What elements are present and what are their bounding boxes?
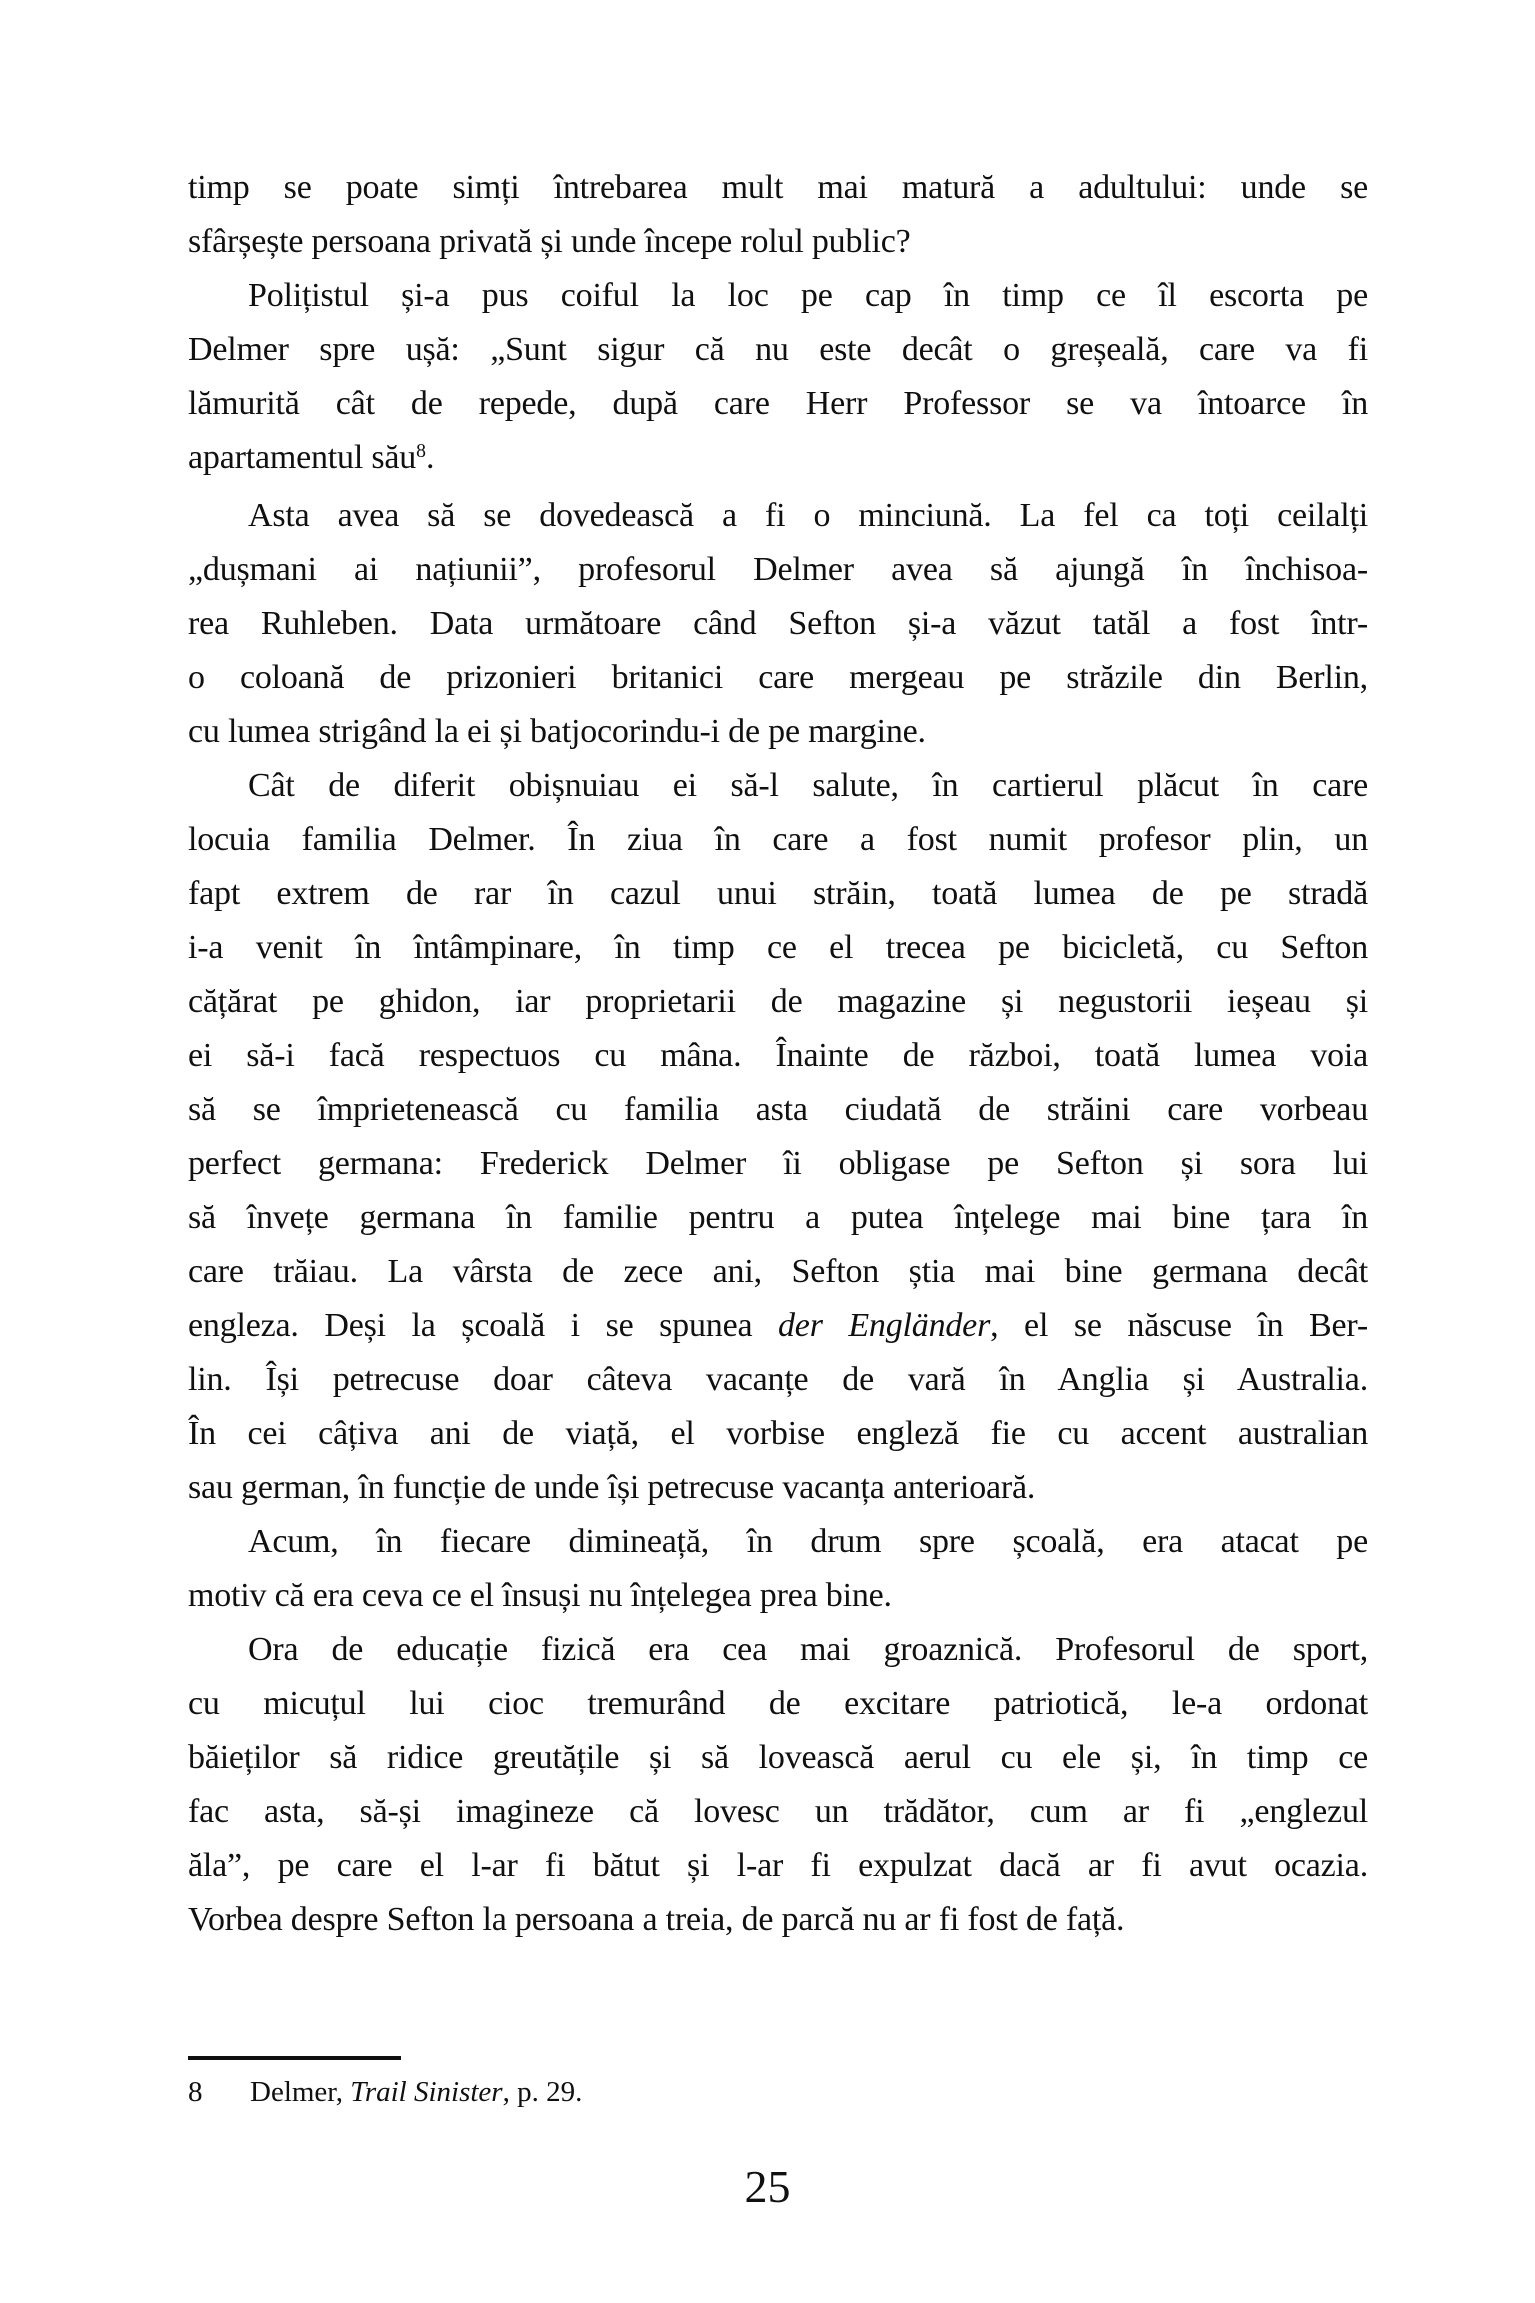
text-line: sfârșește persoana privată și unde începe rolul public? xyxy=(188,223,911,260)
footnote xyxy=(188,2072,1368,2112)
text-line: Asta avea să se dovedească a fi o minciună. La fel ca toți ceilalți xyxy=(248,497,1368,534)
text-line: cu micuțul lui cioc tremurând de excitare patriotică, le-a ordonat xyxy=(188,1685,1368,1722)
text-line: să învețe germana în familie pentru a putea înțelege mai bine țara în xyxy=(188,1199,1368,1236)
text-line: „dușmani ai națiunii”, profesorul Delmer avea să ajungă în închisoa- xyxy=(188,551,1368,588)
text-line: fac asta, să-și imagineze că lovesc un trădător, cum ar fi „englezul xyxy=(188,1793,1368,1830)
text-line: o coloană de prizonieri britanici care mergeau pe străzile din Berlin, xyxy=(188,659,1368,696)
text-line: Ora de educație fizică era cea mai groaznică. Profesorul de sport, xyxy=(248,1631,1368,1668)
body-text xyxy=(188,161,1368,1947)
text-line: Cât de diferit obișnuiau ei să-l salute, în cartierul plăcut în care xyxy=(248,767,1368,804)
footnote-ref: 8 xyxy=(416,440,426,463)
text-line xyxy=(188,431,1368,489)
text-line: Delmer spre ușă: „Sunt sigur că nu este decât o greșeală, care va fi xyxy=(188,331,1368,368)
footnote-text: , p. 29. xyxy=(502,2076,583,2108)
text-line: motiv că era ceva ce el însuși nu înțelegea prea bine. xyxy=(188,1577,892,1614)
text-line: care trăiau. La vârsta de zece ani, Sefton știa mai bine germana decât xyxy=(188,1253,1368,1290)
text-line: sau german, în funcție de unde își petrecuse vacanța anterioară. xyxy=(188,1469,1036,1506)
line-text: apartamentul său xyxy=(188,439,417,476)
text-line: cățărat pe ghidon, iar proprietarii de magazine și negustorii ieșeau și xyxy=(188,983,1368,1020)
italic-phrase: der Engländer xyxy=(778,1307,991,1344)
text-line: Polițistul și-a pus coiful la loc pe cap în timp ce îl escorta pe xyxy=(248,277,1368,314)
text-line xyxy=(188,1299,1368,1353)
text-line: i-a venit în întâmpinare, în timp ce el trecea pe bicicletă, cu Sefton xyxy=(188,929,1368,966)
text-line: Acum, în fiecare dimineață, în drum spre școală, era atacat pe xyxy=(248,1523,1368,1560)
text-line: rea Ruhleben. Data următoare când Sefton și-a văzut tatăl a fost într- xyxy=(188,605,1368,642)
text-line: lămurită cât de repede, după care Herr Professor se va întoarce în xyxy=(188,385,1368,422)
text-line: timp se poate simți întrebarea mult mai matură a adultului: unde se xyxy=(188,169,1368,206)
text-line: perfect germana: Frederick Delmer îi obligase pe Sefton și sora lui xyxy=(188,1145,1368,1182)
text-line: lin. Își petrecuse doar câteva vacanțe de vară în Anglia și Australia. xyxy=(188,1361,1368,1398)
text-line: să se împrietenească cu familia asta ciudată de străini care vorbeau xyxy=(188,1091,1368,1128)
line-text: engleza. Deși la școală i se spunea xyxy=(188,1307,778,1344)
footnote-marker: 8 xyxy=(188,2076,203,2108)
text-line: fapt extrem de rar în cazul unui străin, toată lumea de pe stradă xyxy=(188,875,1368,912)
text-line: ei să-i facă respectuos cu mâna. Înainte de război, toată lumea voia xyxy=(188,1037,1368,1074)
line-text: , el se născuse în Ber- xyxy=(990,1307,1368,1344)
text-line: locuia familia Delmer. În ziua în care a fost numit profesor plin, un xyxy=(188,821,1368,858)
page-number: 25 xyxy=(744,2161,791,2212)
text-line: cu lumea strigând la ei și batjocorindu-i de pe margine. xyxy=(188,713,926,750)
text-line: băieților să ridice greutățile și să lovească aerul cu ele și, în timp ce xyxy=(188,1739,1368,1776)
text-line: Vorbea despre Sefton la persoana a treia, de parcă nu ar fi fost de față. xyxy=(188,1901,1125,1938)
footnote-title-italic: Trail Sinister xyxy=(350,2076,503,2108)
line-text: . xyxy=(425,439,435,476)
text-line: În cei câțiva ani de viață, el vorbise engleză fie cu accent australian xyxy=(188,1415,1368,1452)
footnote-separator xyxy=(188,2056,401,2060)
footnote-text: Delmer, xyxy=(250,2076,351,2108)
text-line: ăla”, pe care el l-ar fi bătut și l-ar fi expulzat dacă ar fi avut ocazia. xyxy=(188,1847,1368,1884)
